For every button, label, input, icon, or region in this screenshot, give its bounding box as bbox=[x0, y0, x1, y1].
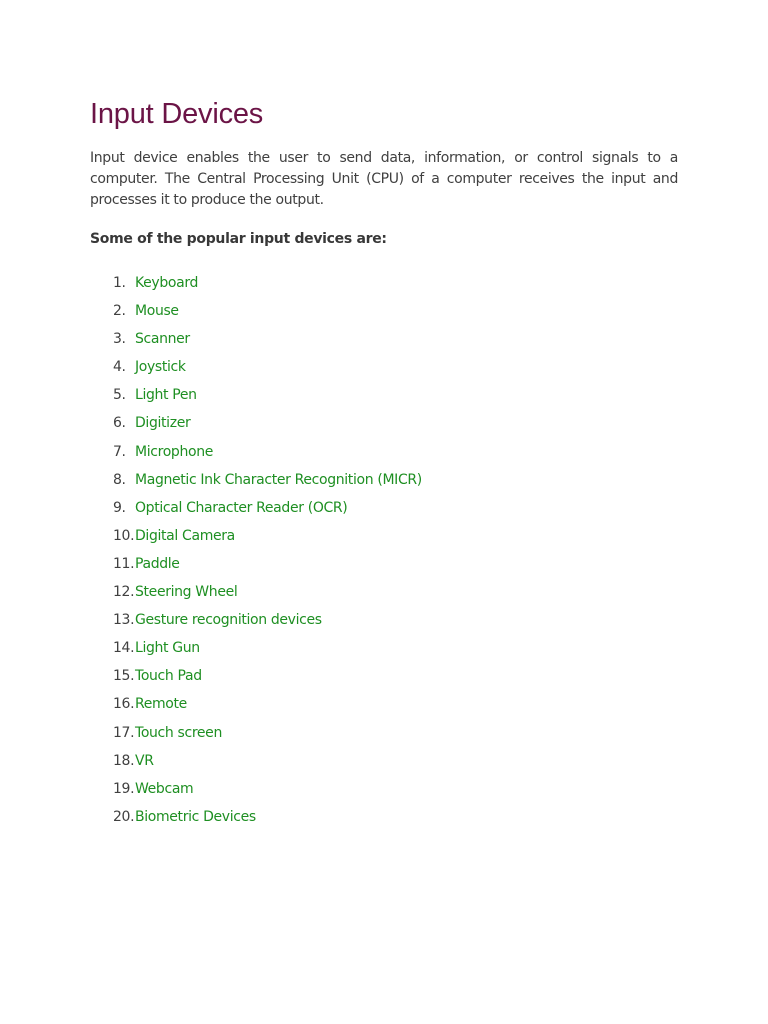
list-item-number: 17. bbox=[113, 724, 135, 741]
device-link[interactable]: Keyboard bbox=[135, 275, 199, 291]
device-link[interactable]: Light Gun bbox=[135, 640, 200, 657]
device-link[interactable]: Digitizer bbox=[135, 415, 191, 432]
list-item-number: 7. bbox=[113, 443, 126, 460]
list-item-number: 8. bbox=[113, 471, 126, 488]
list-item bbox=[90, 325, 678, 353]
list-item bbox=[90, 522, 678, 550]
list-item bbox=[90, 662, 678, 690]
device-link[interactable]: Mouse bbox=[135, 303, 179, 320]
list-item-number: 10. bbox=[113, 527, 135, 544]
device-link[interactable]: Touch screen bbox=[135, 724, 222, 741]
device-link[interactable]: Biometric Devices bbox=[135, 808, 256, 825]
device-link[interactable]: VR bbox=[135, 752, 154, 769]
list-item-number: 19. bbox=[113, 780, 135, 797]
list-item-number: 5. bbox=[113, 387, 126, 404]
list-item bbox=[90, 634, 678, 662]
list-item bbox=[90, 297, 678, 325]
list-item-number: 9. bbox=[113, 499, 126, 516]
list-item bbox=[90, 803, 678, 831]
device-link[interactable]: Digital Camera bbox=[135, 527, 235, 544]
list-item bbox=[90, 269, 678, 297]
device-link[interactable]: Gesture recognition devices bbox=[135, 612, 322, 629]
list-item-number: 15. bbox=[113, 668, 135, 685]
list-item-number: 2. bbox=[113, 303, 126, 320]
list-item bbox=[90, 381, 678, 409]
device-link[interactable]: Paddle bbox=[135, 555, 180, 572]
list-item bbox=[90, 353, 678, 381]
list-item bbox=[90, 409, 678, 437]
list-item bbox=[90, 438, 678, 466]
device-link[interactable]: Remote bbox=[135, 696, 187, 713]
device-link[interactable]: Light Pen bbox=[135, 387, 197, 404]
list-item-number: 11. bbox=[113, 555, 135, 572]
list-item bbox=[90, 775, 678, 803]
list-item bbox=[90, 578, 678, 606]
list-item-number: 18. bbox=[113, 752, 135, 769]
list-heading: Some of the popular input devices are: bbox=[90, 231, 387, 247]
list-item bbox=[90, 747, 678, 775]
device-list bbox=[90, 269, 678, 831]
device-link[interactable]: Steering Wheel bbox=[135, 584, 238, 601]
list-item-number: 4. bbox=[113, 359, 126, 376]
list-item bbox=[90, 606, 678, 634]
device-link[interactable]: Microphone bbox=[135, 443, 213, 460]
list-item bbox=[90, 494, 678, 522]
list-item-number: 14. bbox=[113, 640, 135, 657]
list-item-number: 1. bbox=[113, 275, 126, 291]
list-item bbox=[90, 690, 678, 718]
list-item bbox=[90, 719, 678, 747]
device-link[interactable]: Magnetic Ink Character Recognition (MICR) bbox=[135, 471, 422, 488]
device-link[interactable]: Joystick bbox=[135, 359, 186, 376]
page-title: Input Devices bbox=[90, 98, 264, 130]
list-item bbox=[90, 466, 678, 494]
list-item-number: 3. bbox=[113, 331, 126, 348]
device-link[interactable]: Touch Pad bbox=[135, 668, 202, 685]
list-item bbox=[90, 550, 678, 578]
list-item-number: 16. bbox=[113, 696, 135, 713]
document-page bbox=[90, 92, 678, 831]
device-link[interactable]: Webcam bbox=[135, 780, 194, 797]
list-item-number: 20. bbox=[113, 808, 135, 825]
list-item-number: 12. bbox=[113, 584, 135, 601]
device-link[interactable]: Scanner bbox=[135, 331, 190, 348]
list-item-number: 6. bbox=[113, 415, 126, 432]
intro-paragraph: Input device enables the user to send data, information, or control signals to a computer. The Central Processing Unit (CPU) of a computer receives the input and processes it to produce the output. bbox=[90, 150, 678, 208]
list-item-number: 13. bbox=[113, 612, 135, 629]
device-link[interactable]: Optical Character Reader (OCR) bbox=[135, 499, 348, 516]
